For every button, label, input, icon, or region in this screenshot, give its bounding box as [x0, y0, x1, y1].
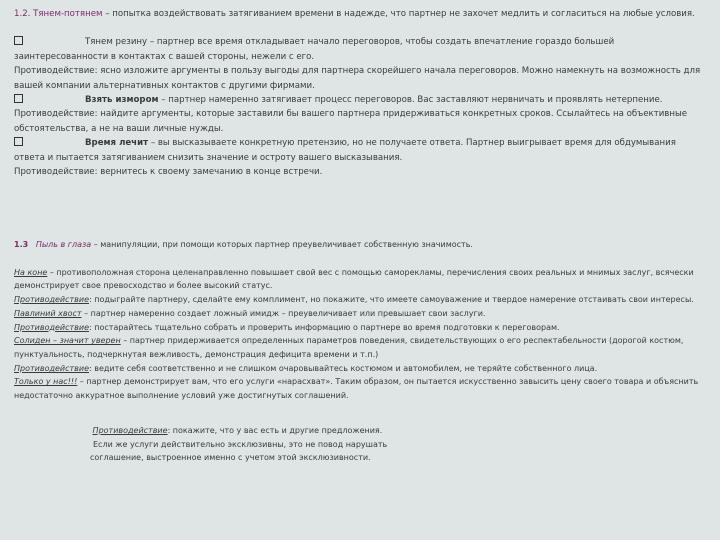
section-number: 1.2. Тянем-потянем — [14, 9, 103, 19]
section-intro — [14, 7, 708, 21]
heading-text: – манипуляции, при помощи которых партнер преувеличивает собственную значимость. — [91, 240, 473, 249]
term: Солиден – значит уверен — [14, 336, 121, 346]
counter-label: Противодействие — [92, 426, 168, 435]
item-text: – партнер намеренно затягивает процесс переговоров. Вас заставляют нервничать и проявлять нетерпение. — [158, 95, 663, 106]
counter-line-3: соглашение, выстроенное именно с учетом этой эксклюзивности. — [90, 453, 371, 463]
intro-text: – попытка воздействовать затягиванием времени в надежде, что партнер не захочет медлить и согласиться на любые условия. — [102, 9, 695, 19]
checkbox-bullet-icon — [14, 94, 23, 103]
item-title: Тянем резину — [85, 37, 148, 48]
item-title: Время лечит — [85, 138, 149, 149]
term-text: – партнер придерживается определенных параметров поведения, свидетельствующих о его респектабельности (дорогой костюм, пунктуальность, подчеркнутая вежливость, демонстрация дефицита времени и т.п.) — [14, 336, 684, 359]
paragraph-pavliniy-khvost — [14, 307, 708, 321]
item-vzyat-izmorom — [14, 93, 708, 107]
term-text: – партнер демонстрирует вам, что его услуги «нарасхват». Таким образом, он пытается искусственно завысить цену своего товара и объяснить недостаточно аккуратное выполнение условий уже достигнутых соглашений. — [14, 377, 699, 401]
paragraph-soliden — [14, 334, 708, 361]
item-text: – вы высказываете конкретную претензию, но не получаете ответа. Партнер выигрывает время для обдумывания ответа и пытается затягиванием снизить значение и остроту вашего высказывания. — [14, 138, 676, 163]
paragraph-tolko-u-nas — [14, 375, 708, 402]
section-tyanem-potyanem — [14, 7, 708, 179]
counter-line-1 — [90, 424, 430, 438]
paragraph-counter-1 — [14, 293, 708, 307]
checkbox-bullet-icon — [14, 36, 23, 45]
counter-1: Противодействие: ясно изложите аргументы в пользу выгоды для партнера скорейшего начала переговоров. Можно намекнуть на возможность для вашей компании альтернативных контактов с другими фирмами. — [14, 66, 701, 91]
counter-label: Противодействие — [14, 322, 90, 332]
item-vremya-lechit — [14, 136, 708, 165]
counter-text: : ведите себя соответственно и не слишком очаровывайтесь костюмом и автомобилем, не теряйте собственного лица. — [89, 363, 598, 373]
item-tyanem-rezinu — [14, 35, 708, 64]
counter-line-2: Если же услуги действительно эксклюзивны, это не повод нарушать — [93, 439, 388, 449]
paragraph-counter-2 — [14, 321, 708, 335]
counter-text: : постарайтесь тщательно собрать и проверить информацию о партнере во время подготовки к переговорам. — [89, 322, 560, 332]
section-title: Пыль в глаза — [35, 240, 92, 249]
section-heading — [14, 238, 708, 252]
counter-text: : подыграйте партнеру, сделайте ему комплимент, но покажите, что имеете самоуважение и твердое намерение отстаивать свои интересы. — [89, 295, 694, 305]
term: На коне — [14, 267, 48, 277]
term-text: – противоположная сторона целенаправленно повышает свой вес с помощью саморекламы, перечисления своих реальных и мнимых заслуг, всячески демонстрирует свое превосходство и более высокий статус. — [14, 267, 694, 291]
section-number: 1.3 — [14, 240, 29, 249]
section-counter-exclusive — [90, 424, 430, 465]
counter-2: Противодействие: найдите аргументы, которые заставили бы вашего партнера придерживаться конкретных сроков. Ссылайтесь на объективные обстоятельства, а не на ваши личные нужды. — [14, 109, 688, 134]
paragraph-counter-3 — [14, 362, 708, 376]
term-text: – партнер намеренно создает ложный имидж – преувеличивает или превышает свои заслуги. — [81, 308, 486, 318]
counter-label: Противодействие — [14, 295, 90, 305]
section-pyl-v-glaza — [14, 238, 708, 403]
counter-text: : покажите, что у вас есть и другие предложения. — [167, 426, 383, 435]
counter-label: Противодействие — [14, 363, 90, 373]
term: Павлиний хвост — [14, 308, 82, 318]
checkbox-bullet-icon — [14, 137, 23, 146]
counter-3: Противодействие: вернитесь к своему замечанию в конце встречи. — [14, 167, 323, 178]
item-text: – партнер все время откладывает начало переговоров, чтобы создать впечатление гораздо большей заинтересованности в контактах с вашей стороны, нежели с его. — [14, 37, 615, 62]
item-title: Взять измором — [85, 95, 159, 106]
paragraph-na-kone — [14, 266, 708, 293]
term: Только у нас!!! — [14, 377, 78, 387]
